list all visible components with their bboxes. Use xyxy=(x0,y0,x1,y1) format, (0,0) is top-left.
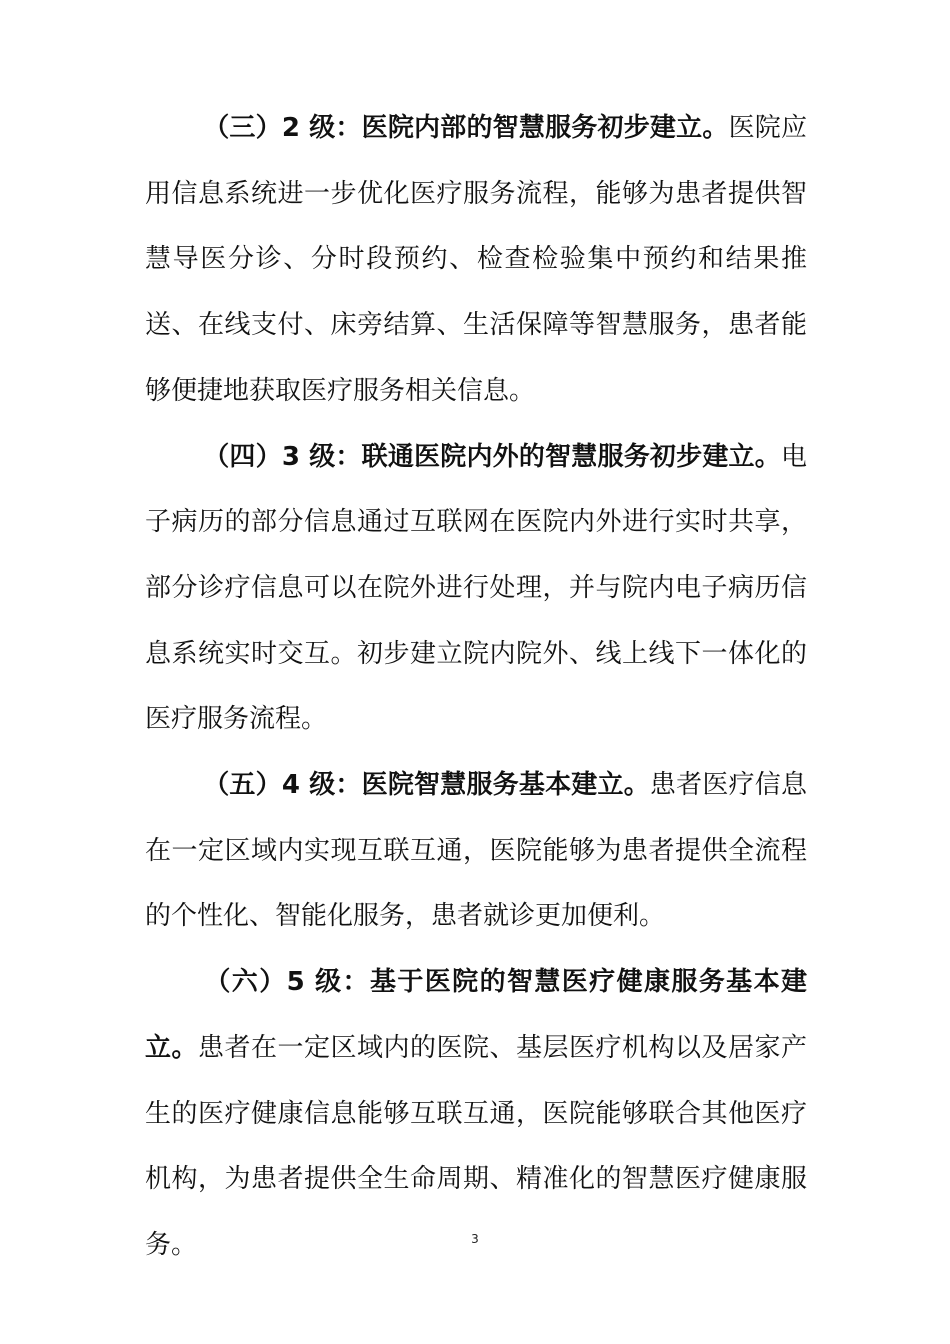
paragraph-heading: （六）5 级：基于医院的智慧医疗健康服务基本建立。 xyxy=(145,967,807,1063)
page-number: 3 xyxy=(471,1232,479,1246)
paragraph-level-3 xyxy=(145,425,807,754)
paragraph-level-2 xyxy=(145,96,807,425)
document-body xyxy=(145,96,807,1279)
paragraph-text: 患者医疗信息在一定区域内实现互联互通，医院能够为患者提供全流程的个性化、智能化服务，患者就诊更加便利。 xyxy=(145,770,807,932)
paragraph-heading: （四）3 级：联通医院内外的智慧服务初步建立。 xyxy=(203,441,781,472)
paragraph-text: 电子病历的部分信息通过互联网在医院内外进行实时共享，部分诊疗信息可以在院外进行处理，并与院内电子病历信息系统实时交互。初步建立院内院外、线上线下一体化的医疗服务流程。 xyxy=(145,441,807,735)
paragraph-level-5 xyxy=(145,950,807,1279)
paragraph-text: 患者在一定区域内的医院、基层医疗机构以及居家产生的医疗健康信息能够互联互通，医院能够联合其他医疗机构，为患者提供全生命周期、精准化的智慧医疗健康服务。 xyxy=(145,1032,807,1260)
paragraph-text: 医院应用信息系统进一步优化医疗服务流程，能够为患者提供智慧导医分诊、分时段预约、检查检验集中预约和结果推送、在线支付、床旁结算、生活保障等智慧服务，患者能够便捷地获取医疗服务相关信息。 xyxy=(145,113,807,406)
paragraph-level-4 xyxy=(145,753,807,950)
paragraph-heading: （三）2 级：医院内部的智慧服务初步建立。 xyxy=(203,113,729,143)
paragraph-heading: （五）4 级：医院智慧服务基本建立。 xyxy=(203,770,650,801)
